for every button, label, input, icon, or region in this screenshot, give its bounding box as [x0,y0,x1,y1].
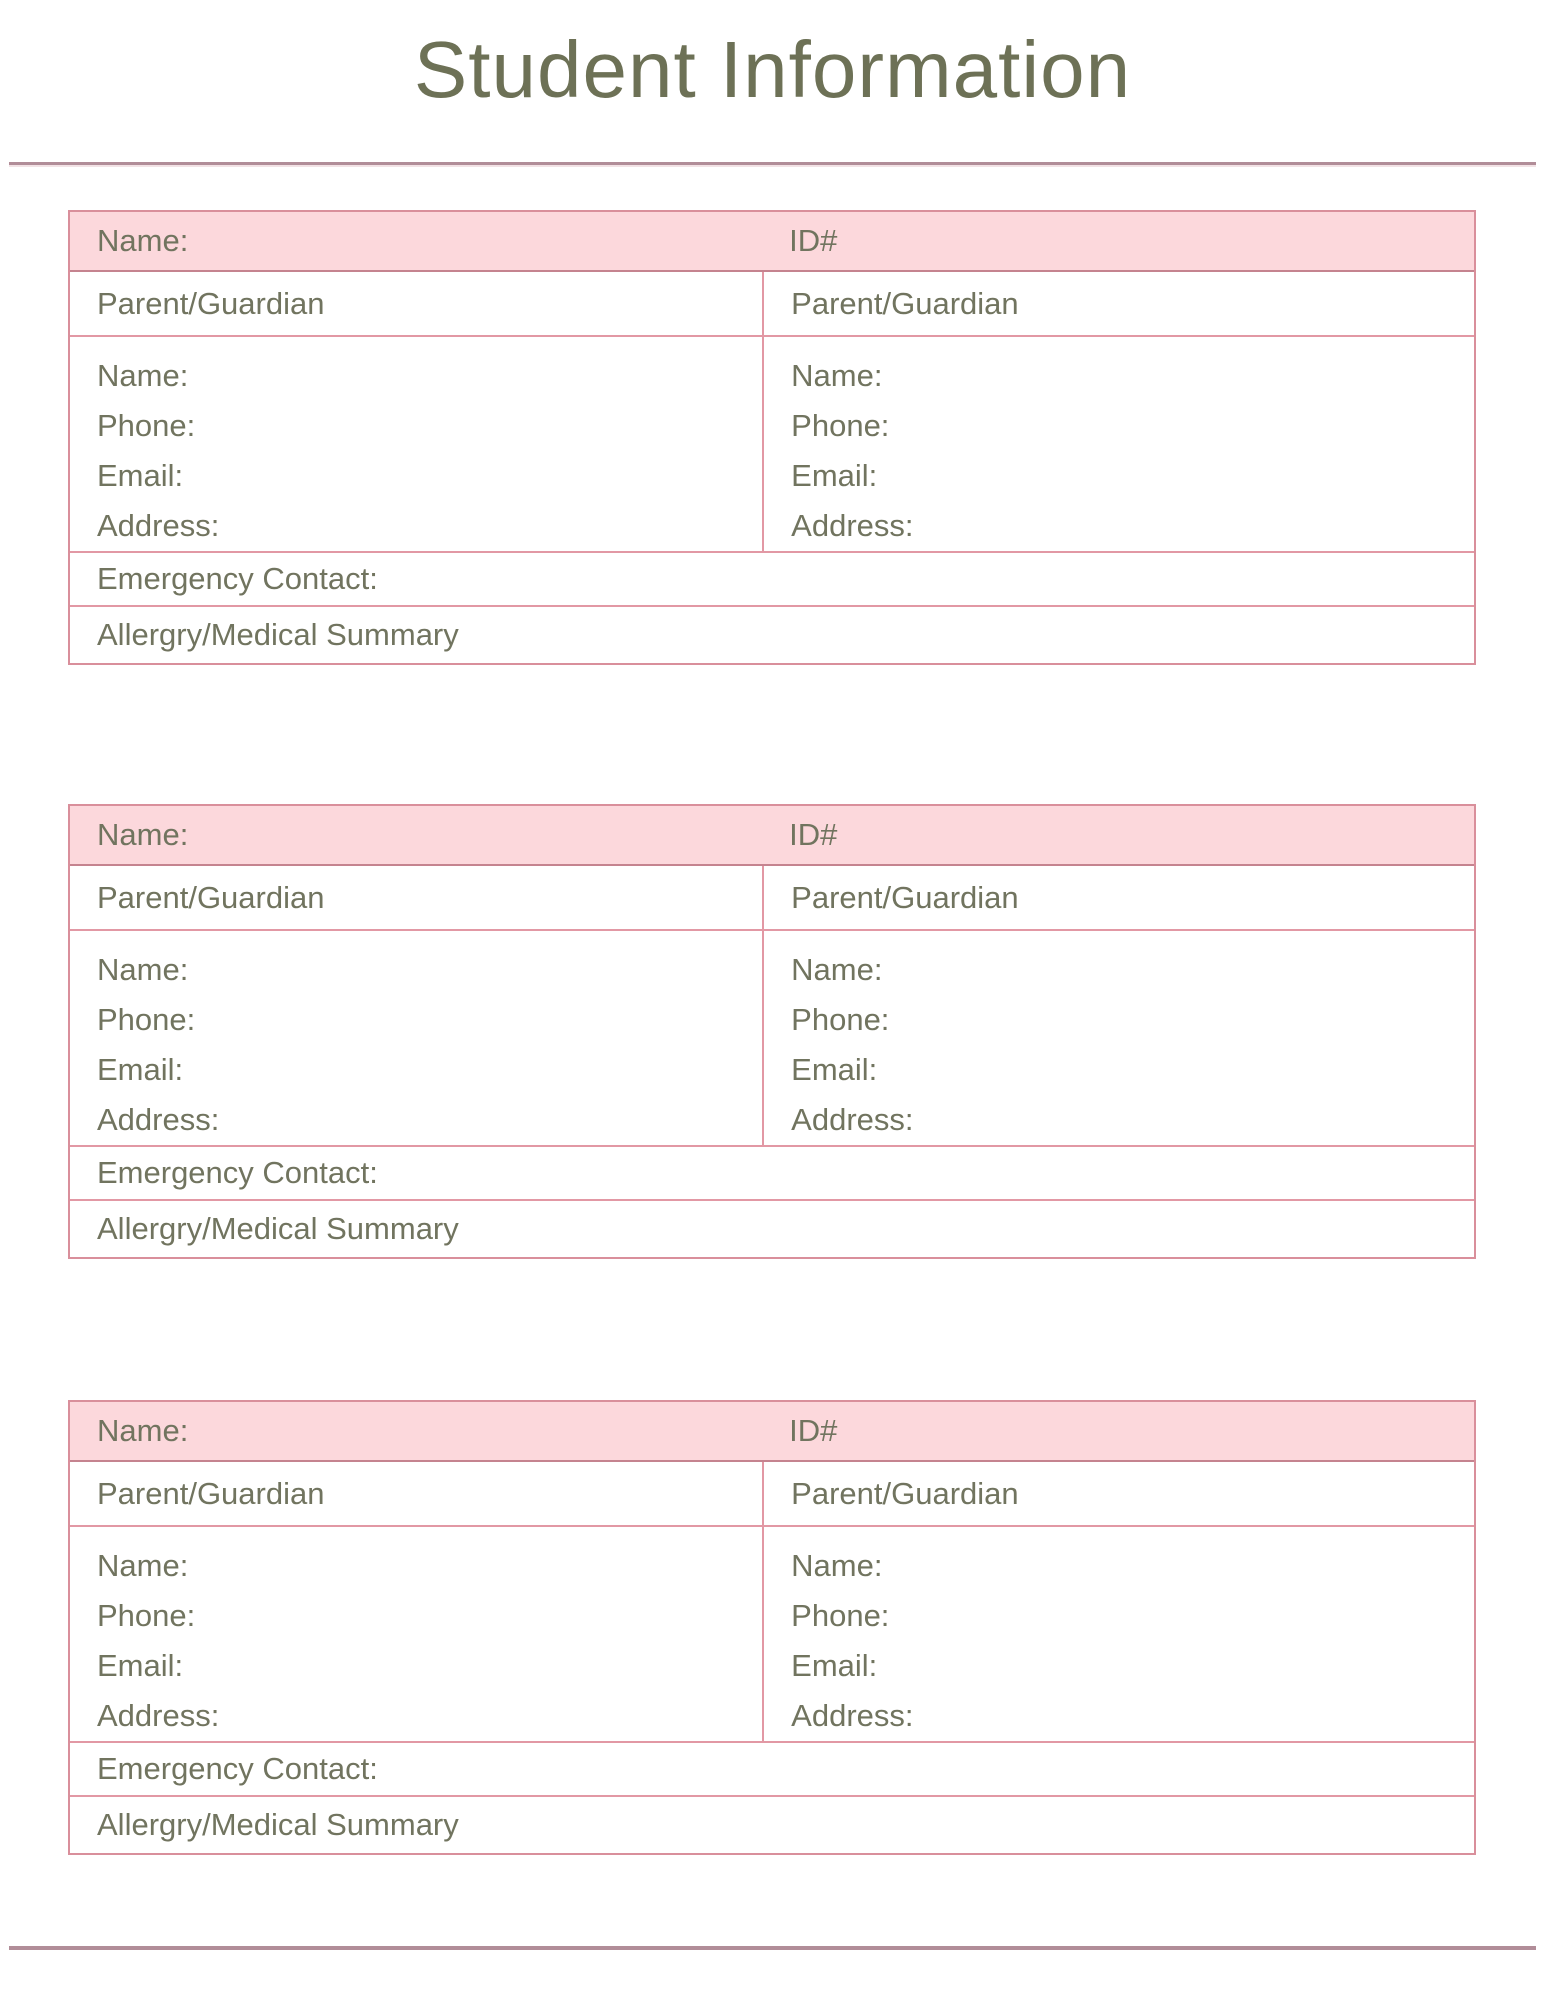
phone-field-label: Phone: [97,408,196,443]
contact-fields-left [70,931,762,1145]
parent-guardian-label: Parent/Guardian [791,1475,1019,1511]
form-header-row [70,212,1474,272]
contact-fields-left [70,1527,762,1741]
address-field-label: Address: [791,508,914,543]
contact-details-row [70,931,1474,1147]
email-field-label: Email: [791,1648,878,1683]
student-form-block-2 [68,804,1476,1259]
parent-guardian-cell-right [762,866,1474,929]
id-header-label: ID# [789,817,838,852]
phone-field-label: Phone: [791,408,890,443]
id-header-label: ID# [789,1413,838,1448]
parent-guardian-cell-right [762,272,1474,335]
allergy-medical-label: Allergry/Medical Summary [97,617,459,652]
emergency-contact-row [70,553,1474,607]
emergency-contact-label: Emergency Contact: [97,1751,378,1786]
parent-guardian-label: Parent/Guardian [97,879,325,915]
form-header-row [70,1402,1474,1462]
allergy-medical-row [70,1797,1474,1853]
allergy-medical-row [70,607,1474,663]
name-field-label: Name: [97,1548,189,1583]
contact-fields-right [762,931,1474,1145]
parent-guardian-cell-left [70,272,762,335]
id-header-cell [762,1402,1474,1460]
student-form-block-3 [68,1400,1476,1855]
name-header-label: Name: [97,223,189,258]
phone-field-label: Phone: [791,1002,890,1037]
allergy-medical-row [70,1201,1474,1257]
parent-guardian-label: Parent/Guardian [791,879,1019,915]
parent-guardian-cell-left [70,866,762,929]
name-field-label: Name: [791,952,883,987]
parent-guardian-row [70,1462,1474,1527]
name-field-label: Name: [791,1548,883,1583]
parent-guardian-row [70,866,1474,931]
address-field-label: Address: [97,1698,220,1733]
id-header-cell [762,806,1474,864]
id-header-cell [762,212,1474,270]
contact-fields-right [762,1527,1474,1741]
student-form-block-1 [68,210,1476,665]
name-field-label: Name: [97,952,189,987]
email-field-label: Email: [97,458,184,493]
name-field-label: Name: [791,358,883,393]
allergy-medical-label: Allergry/Medical Summary [97,1807,459,1842]
contact-fields-left [70,337,762,551]
name-header-cell [70,806,762,864]
contact-details-row [70,1527,1474,1743]
parent-guardian-label: Parent/Guardian [97,1475,325,1511]
address-field-label: Address: [97,1102,220,1137]
id-header-label: ID# [789,223,838,258]
emergency-contact-label: Emergency Contact: [97,561,378,596]
form-header-row [70,806,1474,866]
address-field-label: Address: [97,508,220,543]
bottom-divider-line [9,1946,1536,1950]
emergency-contact-label: Emergency Contact: [97,1155,378,1190]
name-header-label: Name: [97,817,189,852]
contact-details-row [70,337,1474,553]
address-field-label: Address: [791,1102,914,1137]
parent-guardian-label: Parent/Guardian [791,285,1019,321]
parent-guardian-row [70,272,1474,337]
email-field-label: Email: [97,1052,184,1087]
phone-field-label: Phone: [791,1598,890,1633]
page-title: Student Information [413,25,1132,114]
email-field-label: Email: [791,1052,878,1087]
parent-guardian-cell-left [70,1462,762,1525]
emergency-contact-row [70,1743,1474,1797]
emergency-contact-row [70,1147,1474,1201]
parent-guardian-cell-right [762,1462,1474,1525]
email-field-label: Email: [97,1648,184,1683]
phone-field-label: Phone: [97,1002,196,1037]
phone-field-label: Phone: [97,1598,196,1633]
name-field-label: Name: [97,358,189,393]
name-header-cell [70,1402,762,1460]
allergy-medical-label: Allergry/Medical Summary [97,1211,459,1246]
contact-fields-right [762,337,1474,551]
email-field-label: Email: [791,458,878,493]
parent-guardian-label: Parent/Guardian [97,285,325,321]
name-header-label: Name: [97,1413,189,1448]
top-divider-line [9,162,1536,167]
address-field-label: Address: [791,1698,914,1733]
name-header-cell [70,212,762,270]
